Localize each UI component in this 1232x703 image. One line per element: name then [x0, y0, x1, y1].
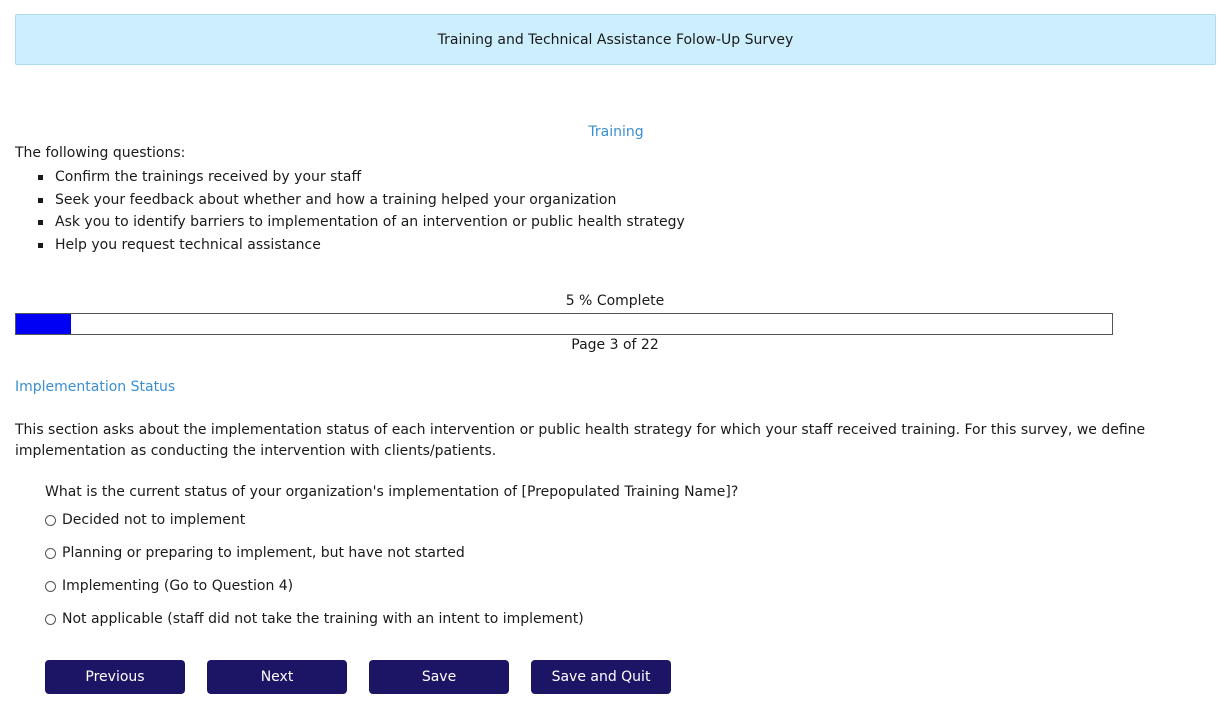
save-and-quit-button[interactable]: Save and Quit	[531, 660, 671, 694]
save-button[interactable]: Save	[369, 660, 509, 694]
radio-button[interactable]	[45, 581, 56, 592]
radio-button[interactable]	[45, 515, 56, 526]
intro-lead: The following questions:	[15, 145, 186, 161]
option-label: Implementing (Go to Question 4)	[62, 578, 294, 594]
progress-label: 5 % Complete	[565, 293, 665, 309]
intro-bullet-list	[55, 166, 685, 256]
section-title: Training	[588, 124, 644, 140]
list-item: Help you request technical assistance	[55, 234, 685, 257]
option-not-applicable[interactable]	[45, 609, 584, 629]
implementation-description: This section asks about the implementation status of each intervention or public health strategy for which your staff received training. For this survey, we define implementation as conducting the intervention with clients/patients.	[15, 422, 1146, 459]
option-planning-to-implement[interactable]	[45, 543, 465, 563]
option-implementing[interactable]	[45, 576, 293, 596]
survey-title: Training and Technical Assistance Folow-Up Survey	[437, 31, 794, 48]
progress-bar-fill	[16, 314, 71, 334]
radio-button[interactable]	[45, 614, 56, 625]
implementation-heading: Implementation Status	[15, 379, 176, 395]
option-label: Decided not to implement	[62, 512, 246, 528]
list-item: Seek your feedback about whether and how a training helped your organization	[55, 189, 685, 212]
page-indicator: Page 3 of 22	[571, 337, 659, 353]
survey-banner	[15, 14, 1216, 65]
previous-button[interactable]: Previous	[45, 660, 185, 694]
question-text: What is the current status of your organization's implementation of [Prepopulated Training Name]?	[45, 484, 739, 500]
option-label: Planning or preparing to implement, but have not started	[62, 545, 465, 561]
radio-button[interactable]	[45, 548, 56, 559]
list-item: Confirm the trainings received by your staff	[55, 166, 685, 189]
next-button[interactable]: Next	[207, 660, 347, 694]
progress-bar	[15, 313, 1113, 335]
option-label: Not applicable (staff did not take the training with an intent to implement)	[62, 611, 584, 627]
option-decided-not-to-implement[interactable]	[45, 510, 245, 530]
list-item: Ask you to identify barriers to implementation of an intervention or public health strategy	[55, 211, 685, 234]
